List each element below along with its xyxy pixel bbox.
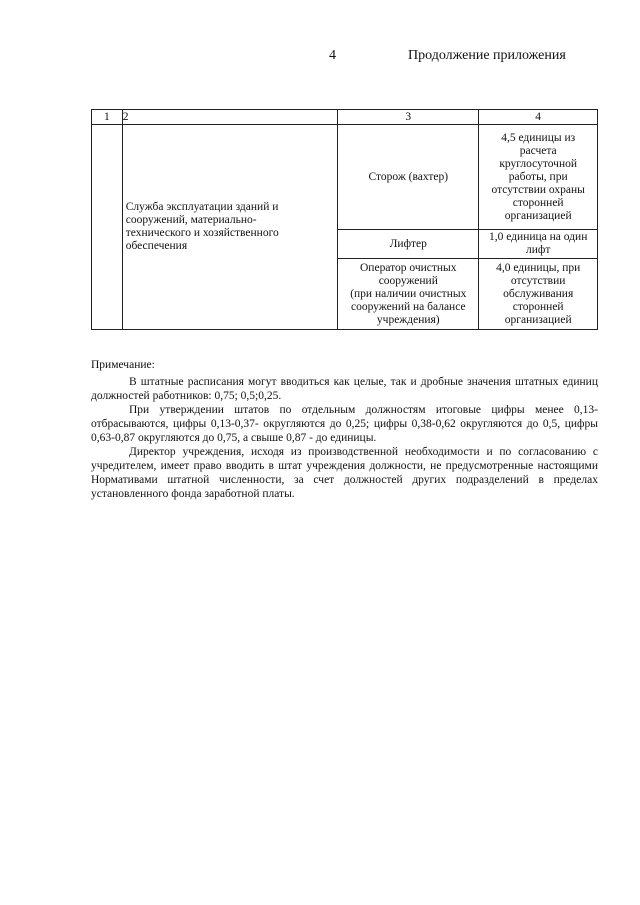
norm-cell: 4,5 единицы из расчета круглосуточной работы, при отсутствии охраны сторонней организацией [479, 125, 598, 230]
page-header [0, 48, 640, 68]
norm-cell: 4,0 единицы, при отсутствии обслуживания сторонней организацией [479, 259, 598, 330]
note-paragraph: Директор учреждения, исходя из производственной необходимости и по согласованию с учредителем, имеет право вводить в штат учреждения должности, не предусмотренные настоящими Нормативами штатной численности, за счет должностей других подразделений в пределах установленного фонда заработной платы. [91, 446, 598, 500]
header-title: Продолжение приложения [408, 48, 566, 63]
note-paragraph: В штатные расписания могут вводиться как целые, так и дробные значения штатных единиц должностей работников: 0,75; 0,5;0,25. [91, 376, 598, 402]
position-cell: Лифтер [338, 230, 479, 259]
page-number: 4 [329, 48, 336, 63]
table-row [92, 125, 598, 230]
empty-number-cell [92, 125, 123, 330]
column-number-2: 2 [122, 110, 337, 125]
notes-title: Примечание: [91, 359, 155, 371]
column-number-3: 3 [338, 110, 479, 125]
table-header-row [92, 110, 598, 125]
column-number-4: 4 [479, 110, 598, 125]
note-paragraph: При утверждении штатов по отдельным должностям итоговые цифры менее 0,13-отбрасываются, цифры 0,13-0,37- округляются до 0,25; цифры 0,38-0,62 округляются до 0,5, цифры 0,63-0,87 округляются до 0,75, а свыше 0,87 - до единицы. [91, 404, 598, 444]
position-cell: Оператор очистных сооружений (при наличии очистных сооружений на балансе учреждения) [338, 259, 479, 330]
position-cell: Сторож (вахтер) [338, 125, 479, 230]
department-cell: Служба эксплуатации зданий и сооружений, материально- технического и хозяйственного обеспечения [122, 125, 337, 330]
notes-section [91, 358, 598, 501]
norm-cell: 1,0 единица на один лифт [479, 230, 598, 259]
column-number-1: 1 [92, 110, 123, 125]
staffing-table [91, 109, 598, 330]
